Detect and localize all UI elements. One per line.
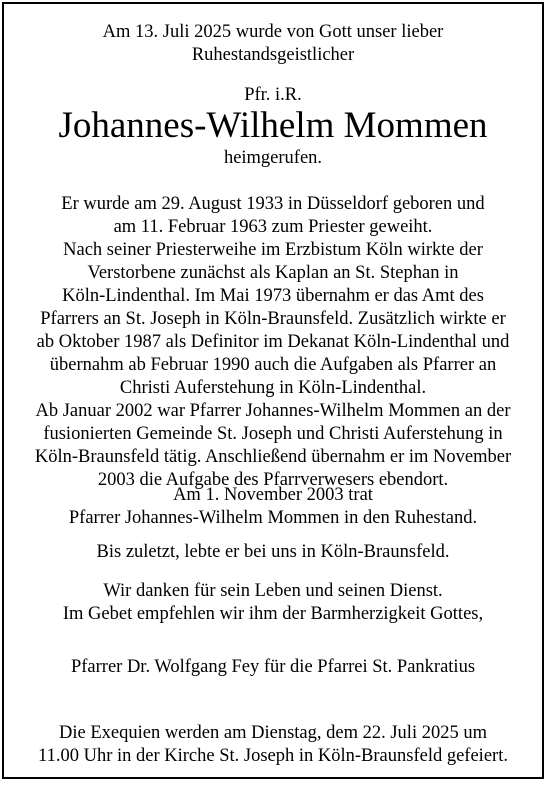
retirement [4,484,542,530]
biography-line: ab Oktober 1987 als Definitor im Dekanat Köln-Lindenthal und [36,332,510,352]
intro-text [4,21,542,67]
called-home-text: heimgerufen. [223,148,323,168]
intro-line: Am 13. Juli 2025 wurde von Gott unser lieber [102,22,444,42]
biography-line: Pfarrers an St. Joseph in Köln-Braunsfeld. Zusätzlich wirkte er [40,309,506,329]
retirement-line: Am 1. November 2003 trat [173,485,373,505]
funeral-info [4,722,542,768]
biography-line: Er wurde am 29. August 1933 in Düsseldorf geboren und [61,194,485,214]
until-last [4,541,542,564]
biography-line: fusionierten Gemeinde St. Joseph und Christi Auferstehung in [43,424,503,444]
biography-line: 2003 die Aufgabe des Pfarrverwesers ebendort. [97,470,449,490]
thanks-line: Wir danken für sein Leben und seinen Dienst. [103,581,443,601]
biography-line: Ab Januar 2002 war Pfarrer Johannes-Wilhelm Mommen an der [35,401,511,421]
biography-line: Verstorbene zunächst als Kaplan an St. Stephan in [87,263,459,283]
signature [4,656,542,679]
biography-line: übernahm ab Februar 1990 auch die Aufgaben als Pfarrer an [49,355,497,375]
thanks [4,580,542,626]
biography-line: Köln-Braunsfeld tätig. Anschließend übernahm er im November [34,447,512,467]
honorific-text: Pfr. i.R. [244,85,302,105]
biography-line: Köln-Lindenthal. Im Mai 1973 übernahm er das Amt des [62,286,484,306]
funeral-line: Die Exequien werden am Dienstag, dem 22. Juli 2025 um [59,723,487,743]
retirement-line: Pfarrer Johannes-Wilhelm Mommen in den Ruhestand. [68,508,478,528]
signature-text: Pfarrer Dr. Wolfgang Fey für die Pfarrei St. Pankratius [70,657,476,677]
intro-line: Ruhestandsgeistlicher [191,45,355,65]
deceased-name [4,104,542,148]
biography-line: Christi Auferstehung in Köln-Lindenthal. [119,378,427,398]
thanks-line: Im Gebet empfehlen wir ihm der Barmherzigkeit Gottes, [62,604,484,624]
until-last-text: Bis zuletzt, lebte er bei uns in Köln-Braunsfeld. [96,542,450,562]
obituary-notice [2,2,544,779]
biography [4,193,542,492]
name-text: Johannes-Wilhelm Mommen [58,105,488,146]
funeral-line: 11.00 Uhr in der Kirche St. Joseph in Köln-Braunsfeld gefeiert. [38,746,508,766]
called-home [4,147,542,170]
biography-line: Nach seiner Priesterweihe im Erzbistum Köln wirkte der [63,240,483,260]
biography-line: am 11. Februar 1963 zum Priester geweiht. [113,217,433,237]
